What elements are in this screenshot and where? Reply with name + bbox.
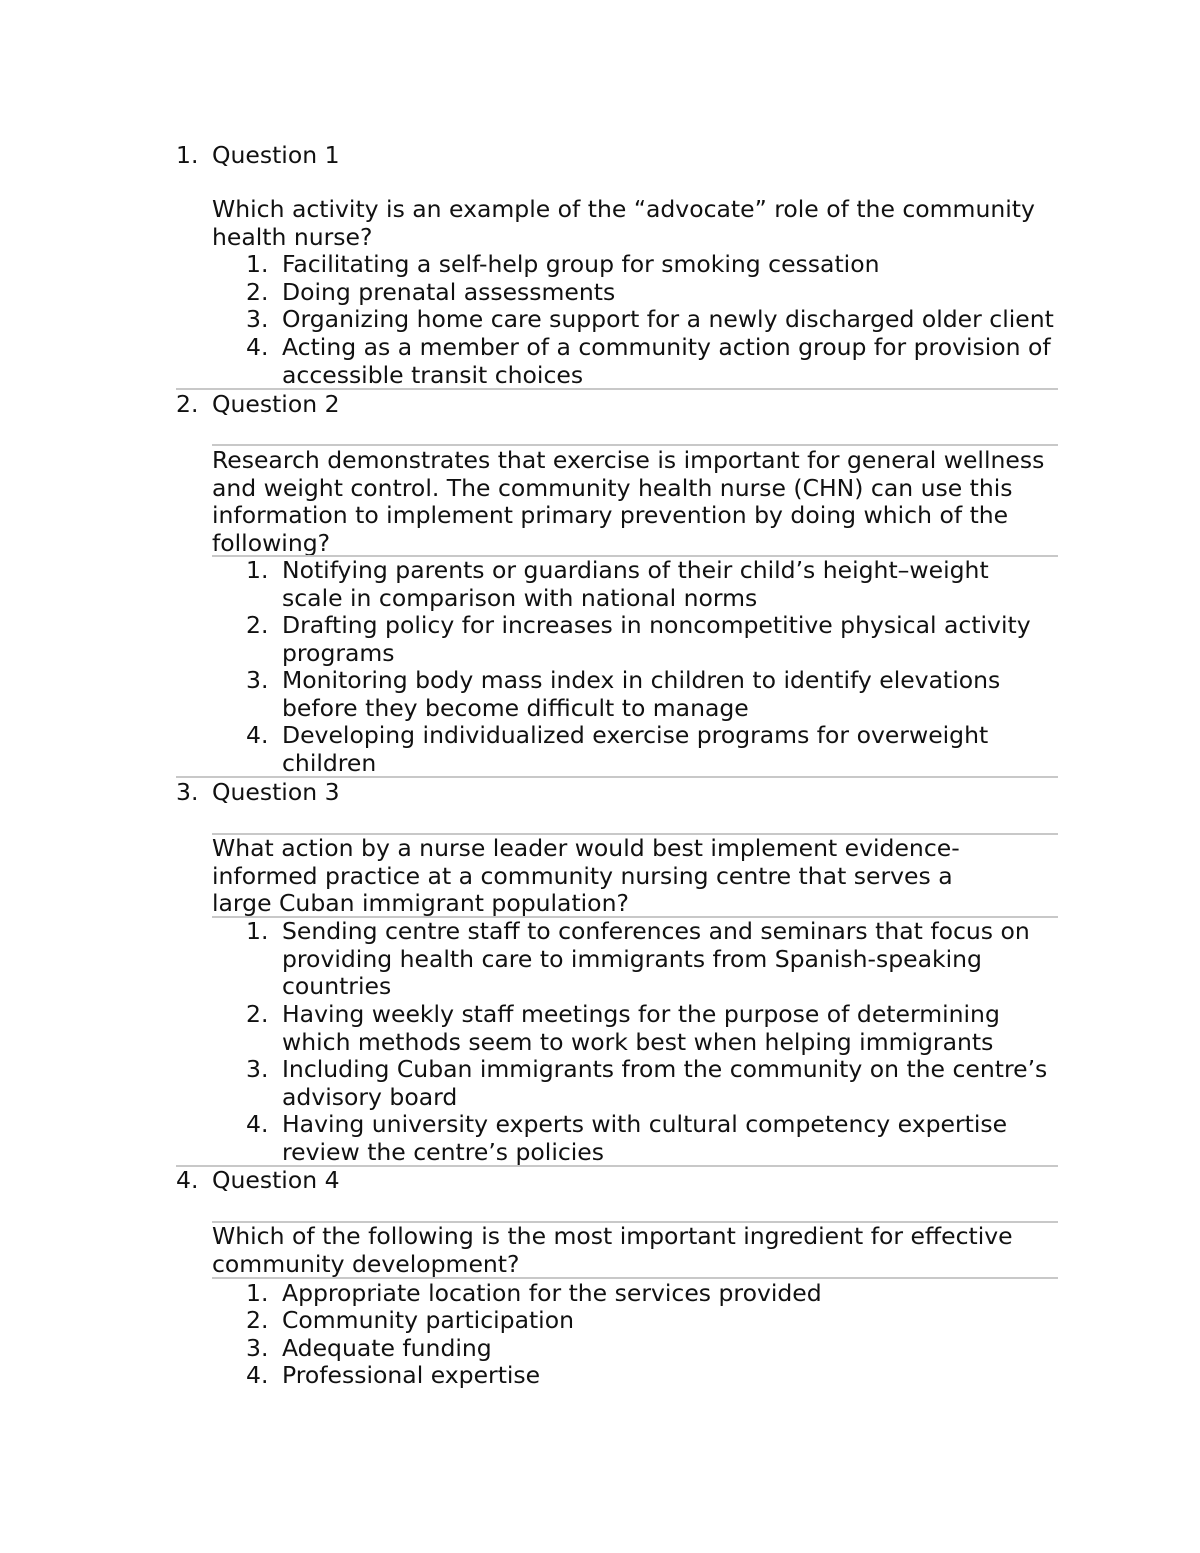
question-number: 2. [176, 390, 199, 418]
option-text: Appropriate location for the services provided [282, 1279, 822, 1307]
question-4 [176, 1167, 1058, 1195]
option-text: Doing prenatal assessments [282, 278, 616, 306]
question-header [176, 1167, 1058, 1195]
question-number: 4. [176, 1166, 199, 1194]
question-3-stem: What action by a nurse leader would best implement evidence-informed practice at a community nursing centre that serves a large Cuban immigrant population? [212, 834, 960, 917]
option-number: 4. [246, 333, 269, 361]
option-number: 1. [246, 250, 269, 278]
option-text: Drafting policy for increases in noncompetitive physical activity programs [282, 611, 1031, 667]
option-number: 1. [246, 1279, 269, 1307]
question-2 [176, 391, 1058, 419]
question-number: 3. [176, 778, 199, 806]
question-4-stem: Which of the following is the most important ingredient for effective community development? [212, 1222, 1013, 1278]
question-header [176, 142, 1058, 170]
question-title: Question 2 [212, 390, 340, 418]
question-2-stem: Research demonstrates that exercise is important for general wellness and weight control. The community health nurse (CHN) can use this information to implement primary prevention by doing which of the following? [212, 446, 1045, 557]
question-title: Question 3 [212, 778, 340, 806]
question-number: 1. [176, 141, 199, 169]
option-number: 1. [246, 917, 269, 945]
option-number: 2. [246, 1306, 269, 1334]
option-number: 3. [246, 666, 269, 694]
option-text: Including Cuban immigrants from the community on the centre’s advisory board [282, 1055, 1048, 1111]
question-header [176, 779, 1058, 807]
question-3 [176, 779, 1058, 807]
option-text: Facilitating a self-help group for smoking cessation [282, 250, 880, 278]
option-text: Having university experts with cultural competency expertise review the centre’s policies [282, 1110, 1008, 1166]
option-text: Developing individualized exercise programs for overweight children [282, 721, 989, 777]
option-number: 3. [246, 305, 269, 333]
option-number: 3. [246, 1334, 269, 1362]
option-number: 1. [246, 556, 269, 584]
question-header [176, 391, 1058, 419]
option-number: 2. [246, 611, 269, 639]
question-title: Question 1 [212, 141, 340, 169]
option-text: Sending centre staff to conferences and seminars that focus on providing health care to immigrants from Spanish-speaking countries [282, 917, 1030, 1000]
option-number: 4. [246, 721, 269, 749]
option-text: Acting as a member of a community action group for provision of accessible transit choices [282, 333, 1051, 389]
option-number: 4. [246, 1110, 269, 1138]
option-number: 2. [246, 1000, 269, 1028]
option-text: Monitoring body mass index in children to identify elevations before they become difficult to manage [282, 666, 1001, 722]
option-text: Notifying parents or guardians of their child’s height–weight scale in comparison with national norms [282, 556, 989, 612]
question-1-stem: Which activity is an example of the “advocate” role of the community health nurse? [212, 195, 1035, 251]
option-number: 2. [246, 278, 269, 306]
option-text: Community participation [282, 1306, 574, 1334]
option-text: Organizing home care support for a newly discharged older client [282, 305, 1054, 333]
option-number: 3. [246, 1055, 269, 1083]
option-number: 4. [246, 1361, 269, 1389]
option-text: Adequate funding [282, 1334, 492, 1362]
question-1 [176, 142, 1058, 170]
option-text: Professional expertise [282, 1361, 541, 1389]
question-title: Question 4 [212, 1166, 340, 1194]
option-text: Having weekly staff meetings for the purpose of determining which methods seem to work best when helping immigrants [282, 1000, 1000, 1056]
